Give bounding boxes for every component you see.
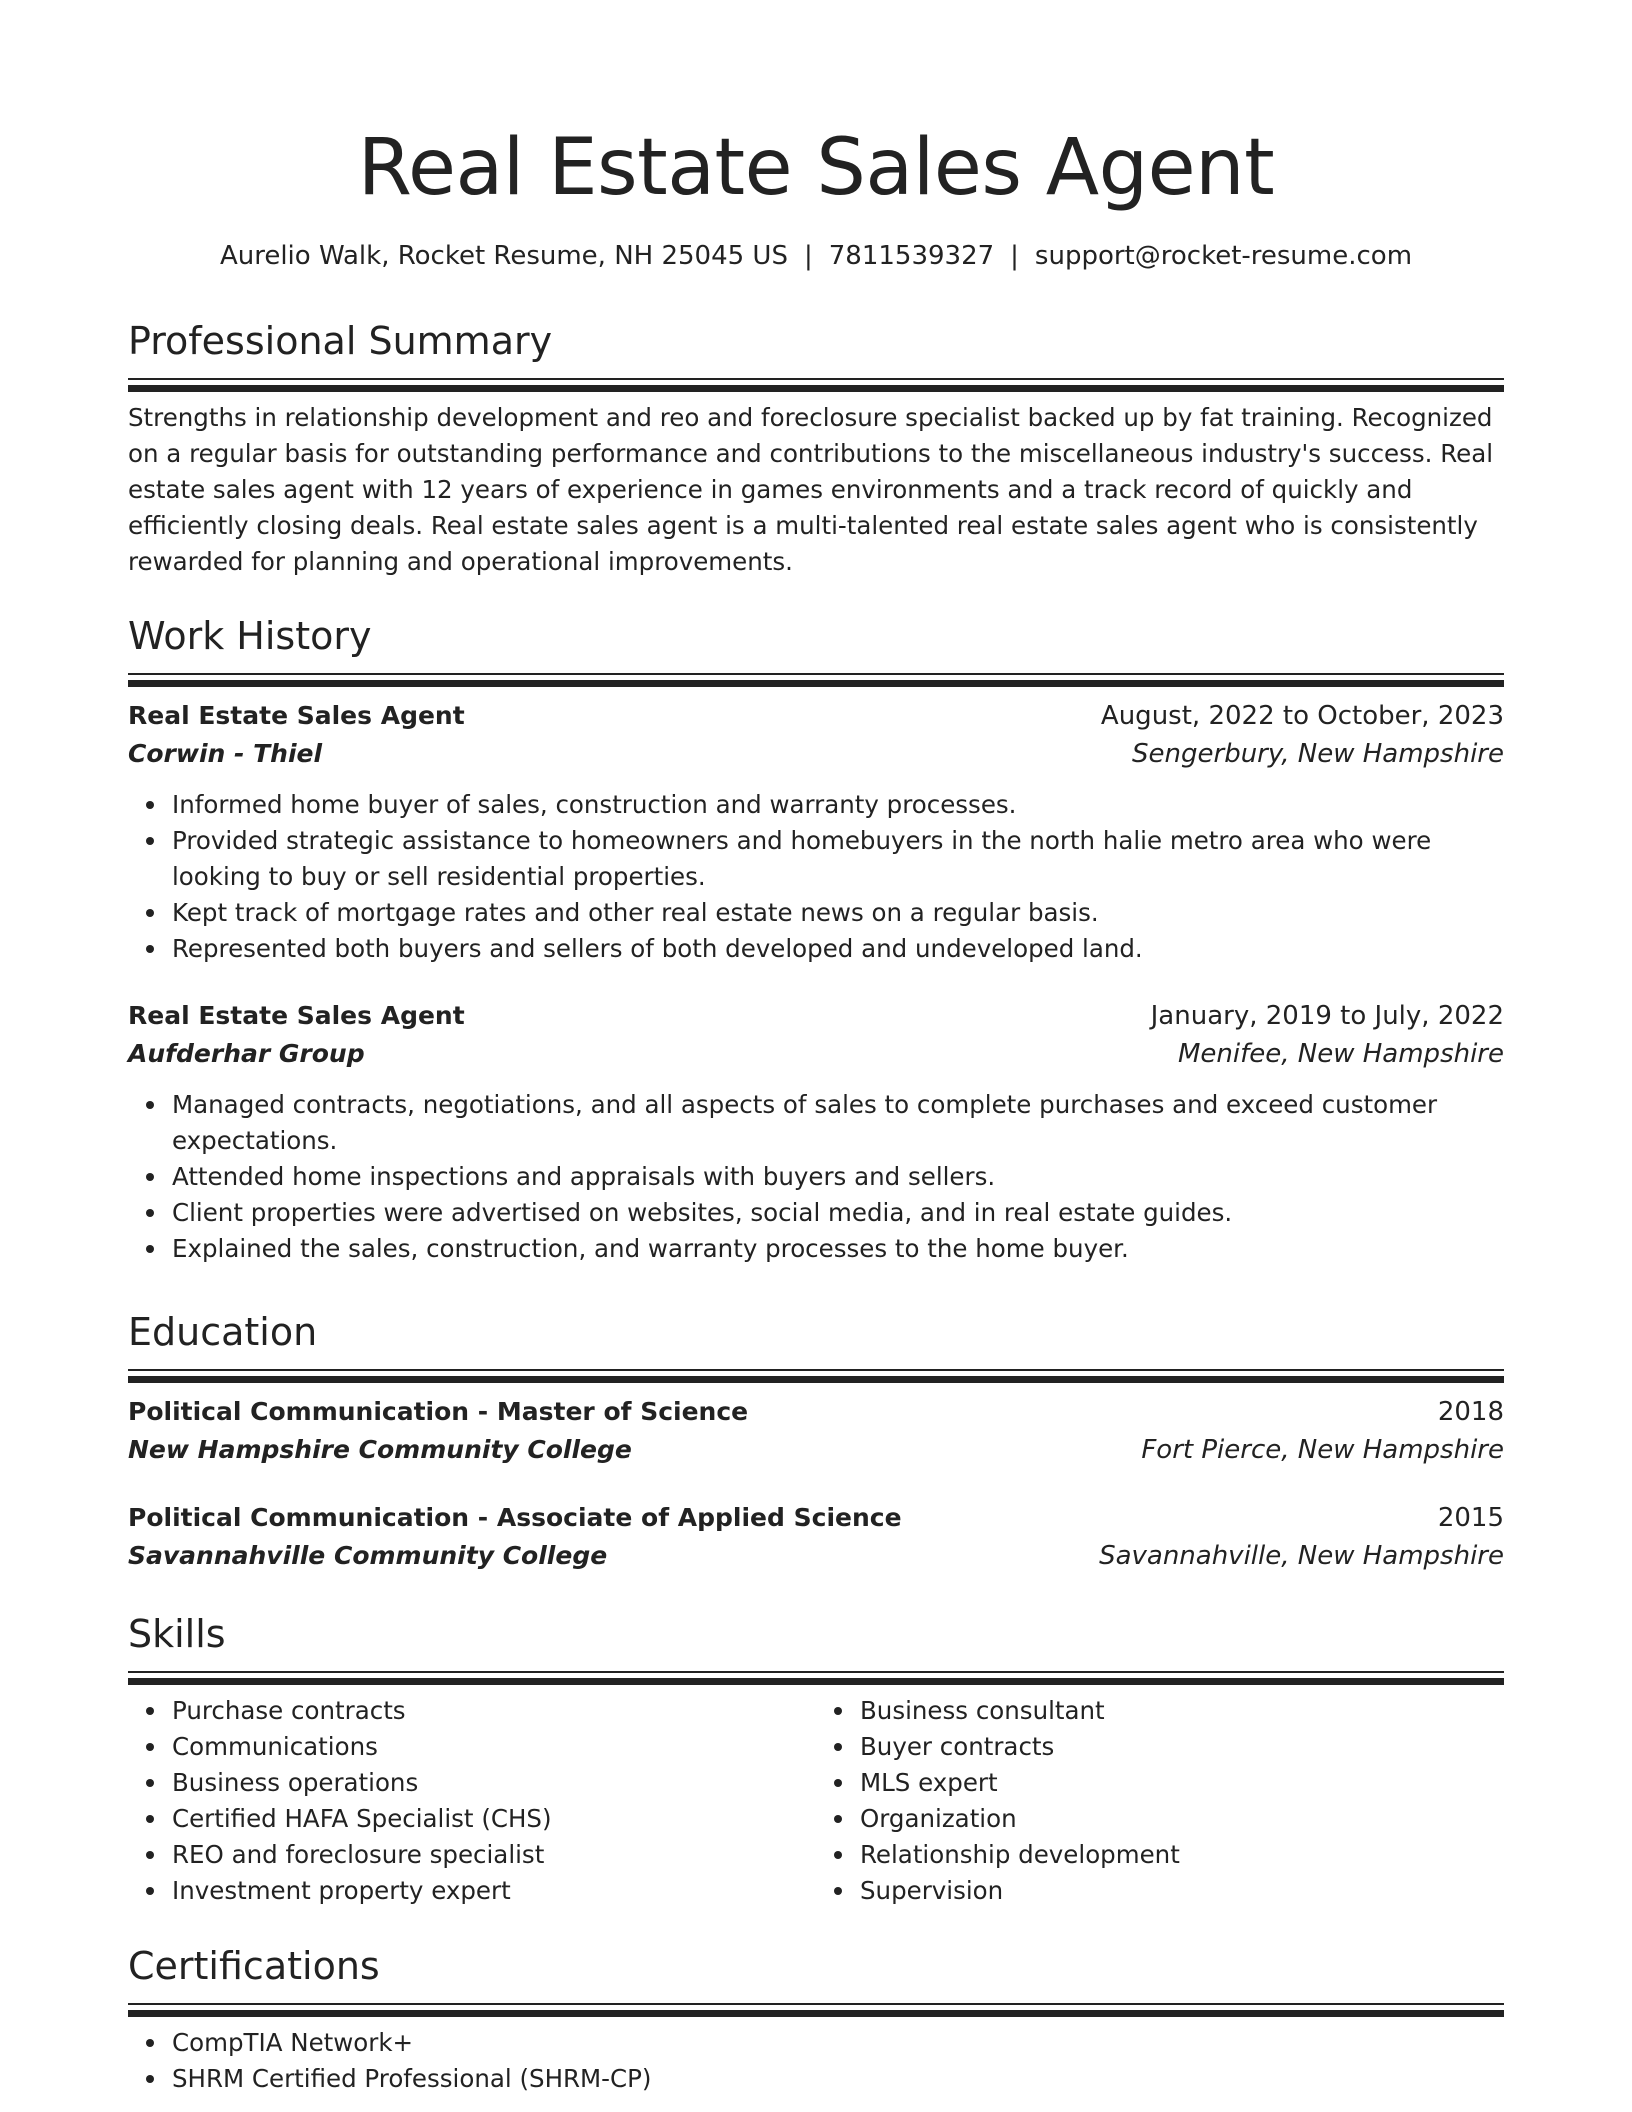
job-header	[128, 997, 1504, 1035]
education-header	[128, 1393, 1504, 1431]
job-header	[128, 697, 1504, 735]
job-location: Menifee, New Hampshire	[1177, 1039, 1504, 1069]
education-year: 2015	[1437, 1503, 1504, 1533]
summary-section	[128, 316, 1504, 580]
skill-item: Communications	[172, 1729, 816, 1765]
contact-separator: |	[803, 241, 813, 271]
job-bullets	[128, 1087, 1504, 1267]
job-company: Corwin - Thiel	[128, 739, 323, 768]
skill-item: MLS expert	[860, 1765, 1504, 1801]
skill-item: Relationship development	[860, 1837, 1504, 1873]
job-subheader	[128, 1035, 1504, 1073]
job-entry	[128, 997, 1504, 1267]
list-item: Explained the sales, construction, and warranty processes to the home buyer.	[172, 1231, 1504, 1267]
skill-item: Investment property expert	[172, 1873, 816, 1909]
job-entry	[128, 697, 1504, 967]
education-header	[128, 1499, 1504, 1537]
work-history-heading: Work History	[128, 614, 372, 658]
contact-separator: |	[1010, 241, 1019, 271]
degree: Political Communication - Associate of Applied Science	[128, 1503, 902, 1532]
school: Savannahville Community College	[128, 1541, 608, 1570]
contact-email: support@rocket-resume.com	[1034, 241, 1413, 271]
education-entry	[128, 1393, 1504, 1469]
section-divider	[128, 1369, 1504, 1383]
education-entry	[128, 1499, 1504, 1575]
list-item: Represented both buyers and sellers of both developed and undeveloped land.	[172, 931, 1504, 967]
skills-section	[128, 1609, 1504, 1909]
section-divider	[128, 673, 1504, 687]
skill-item: Business operations	[172, 1765, 816, 1801]
certification-item: SHRM Certified Professional (SHRM-CP)	[172, 2061, 1504, 2097]
skill-item: Organization	[860, 1801, 1504, 1837]
job-location: Sengerbury, New Hampshire	[1132, 739, 1504, 769]
list-item: Client properties were advertised on websites, social media, and in real estate guides.	[172, 1195, 1504, 1231]
job-dates: August, 2022 to October, 2023	[1100, 701, 1504, 731]
list-item: Kept track of mortgage rates and other real estate news on a regular basis.	[172, 895, 1504, 931]
job-company: Aufderhar Group	[128, 1039, 365, 1068]
summary-text: Strengths in relationship development and reo and foreclosure specialist backed up by fat training. Recognized on a regular basis for outstanding performance and contributions to the miscellaneous industry's success. Real estate sales agent with 12 years of experience in games environments and a track record of quickly and efficiently closing deals. Real estate sales agent is a multi-talented real estate sales agent who is consistently rewarded for planning and operational improvements.	[128, 403, 1494, 576]
list-item: Informed home buyer of sales, construction and warranty processes.	[172, 787, 1504, 823]
education-section	[128, 1307, 1504, 1575]
skills-list-left	[128, 1693, 816, 1909]
job-bullets	[128, 787, 1504, 967]
education-subheader	[128, 1537, 1504, 1575]
job-title: Real Estate Sales Agent	[128, 701, 465, 730]
list-item: Provided strategic assistance to homeowners and homebuyers in the north halie metro area who were looking to buy or sell residential properties.	[172, 823, 1504, 895]
skill-item: REO and foreclosure specialist	[172, 1837, 816, 1873]
school: New Hampshire Community College	[128, 1435, 632, 1464]
summary-heading: Professional Summary	[128, 319, 553, 363]
job-dates: January, 2019 to July, 2022	[1150, 1001, 1504, 1031]
skill-item: Supervision	[860, 1873, 1504, 1909]
education-subheader	[128, 1431, 1504, 1469]
list-item: Managed contracts, negotiations, and all aspects of sales to complete purchases and exceed customer expectations.	[172, 1087, 1504, 1159]
certifications-section	[128, 1941, 1504, 2097]
skills-heading: Skills	[128, 1612, 226, 1656]
certifications-heading: Certifications	[128, 1944, 380, 1988]
job-subheader	[128, 735, 1504, 773]
skills-columns	[128, 1693, 1504, 1909]
job-title: Real Estate Sales Agent	[128, 1001, 465, 1030]
education-year: 2018	[1437, 1397, 1504, 1427]
section-divider	[128, 2003, 1504, 2017]
education-heading: Education	[128, 1310, 318, 1354]
contact-line	[128, 238, 1504, 274]
skill-item: Certified HAFA Specialist (CHS)	[172, 1801, 816, 1837]
skill-item: Business consultant	[860, 1693, 1504, 1729]
contact-phone: 7811539327	[828, 241, 995, 271]
skill-item: Buyer contracts	[860, 1729, 1504, 1765]
school-location: Savannahville, New Hampshire	[1099, 1541, 1504, 1571]
school-location: Fort Pierce, New Hampshire	[1141, 1435, 1504, 1465]
certifications-list	[128, 2025, 1504, 2097]
section-divider	[128, 378, 1504, 392]
section-divider	[128, 1671, 1504, 1685]
resume-title: Real Estate Sales Agent	[357, 123, 1275, 213]
certification-item: CompTIA Network+	[172, 2025, 1504, 2061]
contact-address: Aurelio Walk, Rocket Resume, NH 25045 US	[219, 241, 788, 271]
list-item: Attended home inspections and appraisals with buyers and sellers.	[172, 1159, 1504, 1195]
skill-item: Purchase contracts	[172, 1693, 816, 1729]
work-history-section	[128, 611, 1504, 1267]
degree: Political Communication - Master of Science	[128, 1397, 749, 1426]
skills-list-right	[816, 1693, 1504, 1909]
